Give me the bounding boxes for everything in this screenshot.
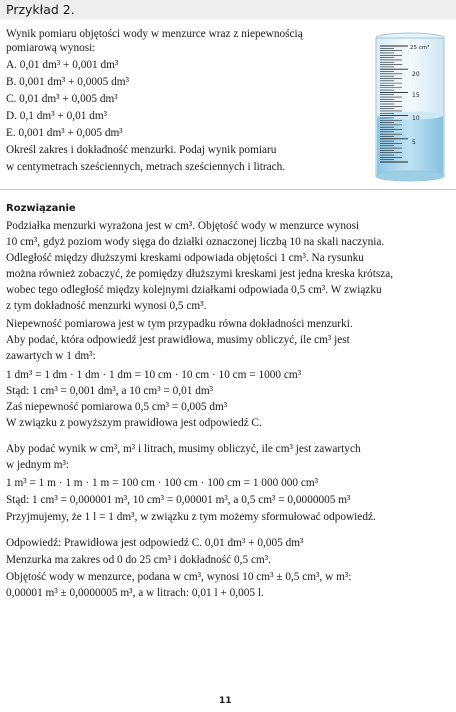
question-line: Określ zakres i dokładność menzurki. Podaj wynik pomiaru <box>6 144 277 156</box>
answer-line: Menzurka ma zakres od 0 do 25 cm³ i dokładność 0,5 cm³. <box>6 554 271 566</box>
answer-line: Odpowiedź: Prawidłowa jest odpowiedź C. 0,01 dm³ + 0,005 dm³ <box>6 537 304 549</box>
solution-line: z tym dokładność menzurki wynosi 0,5 cm³. <box>6 300 207 312</box>
answer-option-e: E. 0,001 dm³ + 0,005 dm³ <box>6 127 123 139</box>
solution-line: w jednym m³: <box>6 459 70 471</box>
scale-label-15: 15 <box>412 92 420 99</box>
solution-line: 10 cm³, gdyż poziom wody sięga do działki oznaczonej liczbą 10 na skali naczynia. <box>6 236 385 248</box>
answer-option-b: B. 0,001 dm³ + 0,0005 dm³ <box>6 76 129 88</box>
solution-line: wobec tego odległość między kolejnymi działkami odpowiada 0,5 cm³. W związku <box>6 284 382 296</box>
answer-line: Objętość wody w menzurce, podana w cm³, wynosi 10 cm³ ± 0,5 cm³, w m³: <box>6 571 352 583</box>
solution-line: Odległość między dłuższymi kreskami odpowiada objętości 1 cm³. Na rysunku <box>6 252 364 264</box>
question-line: pomiarową wynosi: <box>6 42 96 54</box>
solution-line: Aby podać wynik w cm³, m³ i litrach, musimy obliczyć, ile cm³ jest zawartych <box>6 443 361 455</box>
answer-option-c: C. 0,01 dm³ + 0,005 dm³ <box>6 93 118 105</box>
solution-heading: Rozwiązanie <box>6 203 76 214</box>
solution-line: Aby podać, która odpowiedź jest prawidłowa, musimy obliczyć, ile cm³ jest <box>6 334 350 346</box>
answer-option-d: D. 0,1 dm³ + 0,01 dm³ <box>6 110 108 122</box>
solution-line: Przyjmujemy, że 1 l = 1 dm³, w związku z tym możemy sformułować odpowiedź. <box>6 511 376 523</box>
solution-line: W związku z powyższym prawidłowa jest odpowiedź C. <box>6 417 262 429</box>
equation-line: 1 m³ = 1 m · 1 m · 1 m = 100 cm · 100 cm · 100 cm = 1 000 000 cm³ <box>6 477 319 489</box>
equation-line: 1 dm³ = 1 dm · 1 dm · 1 dm = 10 cm · 10 cm · 10 cm = 1000 cm³ <box>6 369 302 381</box>
question-line: w centymetrach sześciennych, metrach sześciennych i litrach. <box>6 161 286 173</box>
equation-line: Zaś niepewność pomiarowa 0,5 cm³ = 0,005 dm³ <box>6 401 228 413</box>
measuring-cylinder-illustration <box>370 30 450 185</box>
scale-label-25: 25 cm³ <box>410 45 430 51</box>
equation-line: Stąd: 1 cm³ = 0,000001 m³, 10 cm³ = 0,00001 m³, a 0,5 cm³ = 0,0000005 m³ <box>6 494 351 506</box>
solution-line: można również zobaczyć, że pomiędzy dłuższymi kreskami jest jedna kreska krótsza, <box>6 268 394 280</box>
example-title: Przykład 2. <box>6 2 75 17</box>
answer-line: 0,00001 m³ ± 0,0000005 m³, a w litrach: 0,01 l + 0,005 l. <box>6 587 264 599</box>
answer-option-a: A. 0,01 dm³ + 0,001 dm³ <box>6 59 119 71</box>
example-header-bar <box>0 0 456 19</box>
solution-line: Niepewność pomiarowa jest w tym przypadku równa dokładności menzurki. <box>6 318 353 330</box>
page-number: 11 <box>219 696 232 706</box>
scale-label-5: 5 <box>412 139 416 146</box>
scale-label-10: 10 <box>412 115 420 122</box>
solution-line: Podziałka menzurki wyrażona jest w cm³. Objętość wody w menzurce wynosi <box>6 220 360 232</box>
scale-label-20: 20 <box>412 71 420 78</box>
section-divider <box>0 189 456 190</box>
question-line: Wynik pomiaru objętości wody w menzurce wraz z niepewnością <box>6 28 303 40</box>
cylinder-base <box>376 171 444 181</box>
solution-line: zawartych w 1 dm³: <box>6 350 96 362</box>
equation-line: Stąd: 1 cm³ = 0,001 dm³, a 10 cm³ = 0,01 dm³ <box>6 385 214 397</box>
water-column <box>377 116 443 175</box>
